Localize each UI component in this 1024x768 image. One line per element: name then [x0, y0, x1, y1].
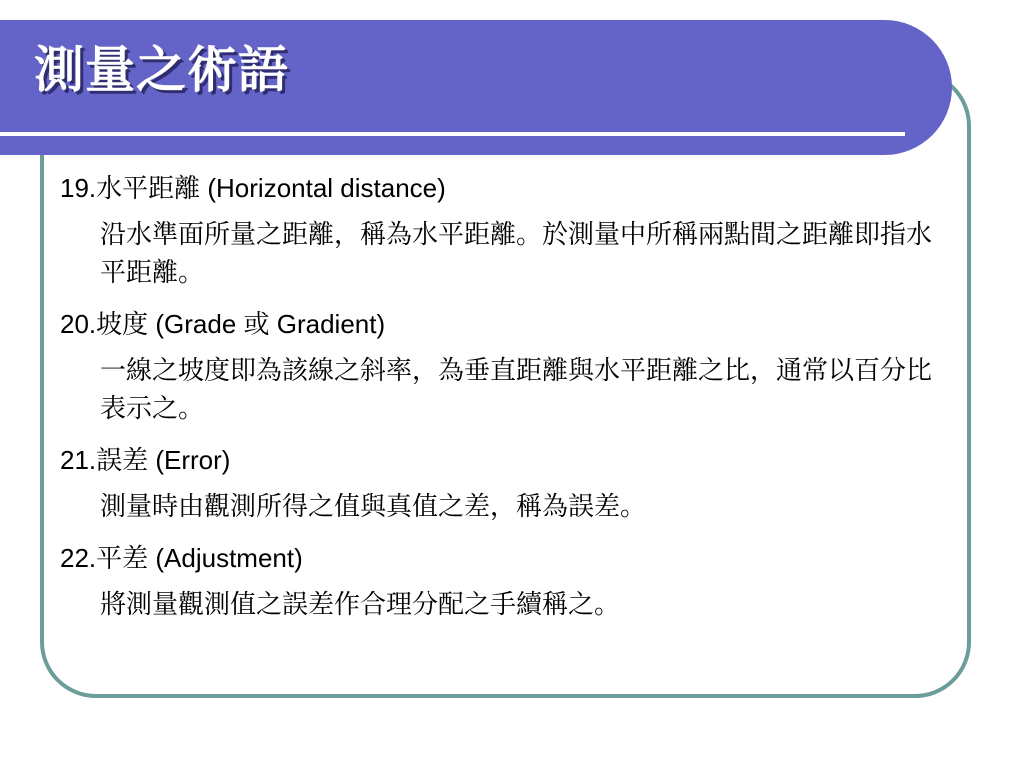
- term-heading-22: 22.平差 (Adjustment): [60, 543, 303, 573]
- term-definition-20: 一線之坡度即為該線之斜率，為垂直距離與水平距離之比，通常以百分比表示之。: [100, 356, 933, 424]
- terms-list: [60, 168, 955, 636]
- term-heading-19: 19.水平距離 (Horizontal distance): [60, 173, 446, 203]
- term-definition-19: 沿水準面所量之距離，稱為水平距離。於測量中所稱兩點間之距離即指水平距離。: [100, 220, 933, 288]
- page-title: 測量之術語: [34, 40, 289, 99]
- term-definition-22: 將測量觀測值之誤差作合理分配之手續稱之。: [100, 590, 621, 620]
- term-definition-21: 測量時由觀測所得之值與真值之差，稱為誤差。: [100, 492, 647, 522]
- title-underline: [0, 132, 905, 136]
- term-heading-20: 20.坡度 (Grade 或 Gradient): [60, 309, 386, 339]
- term-heading-21: 21.誤差 (Error): [60, 445, 231, 475]
